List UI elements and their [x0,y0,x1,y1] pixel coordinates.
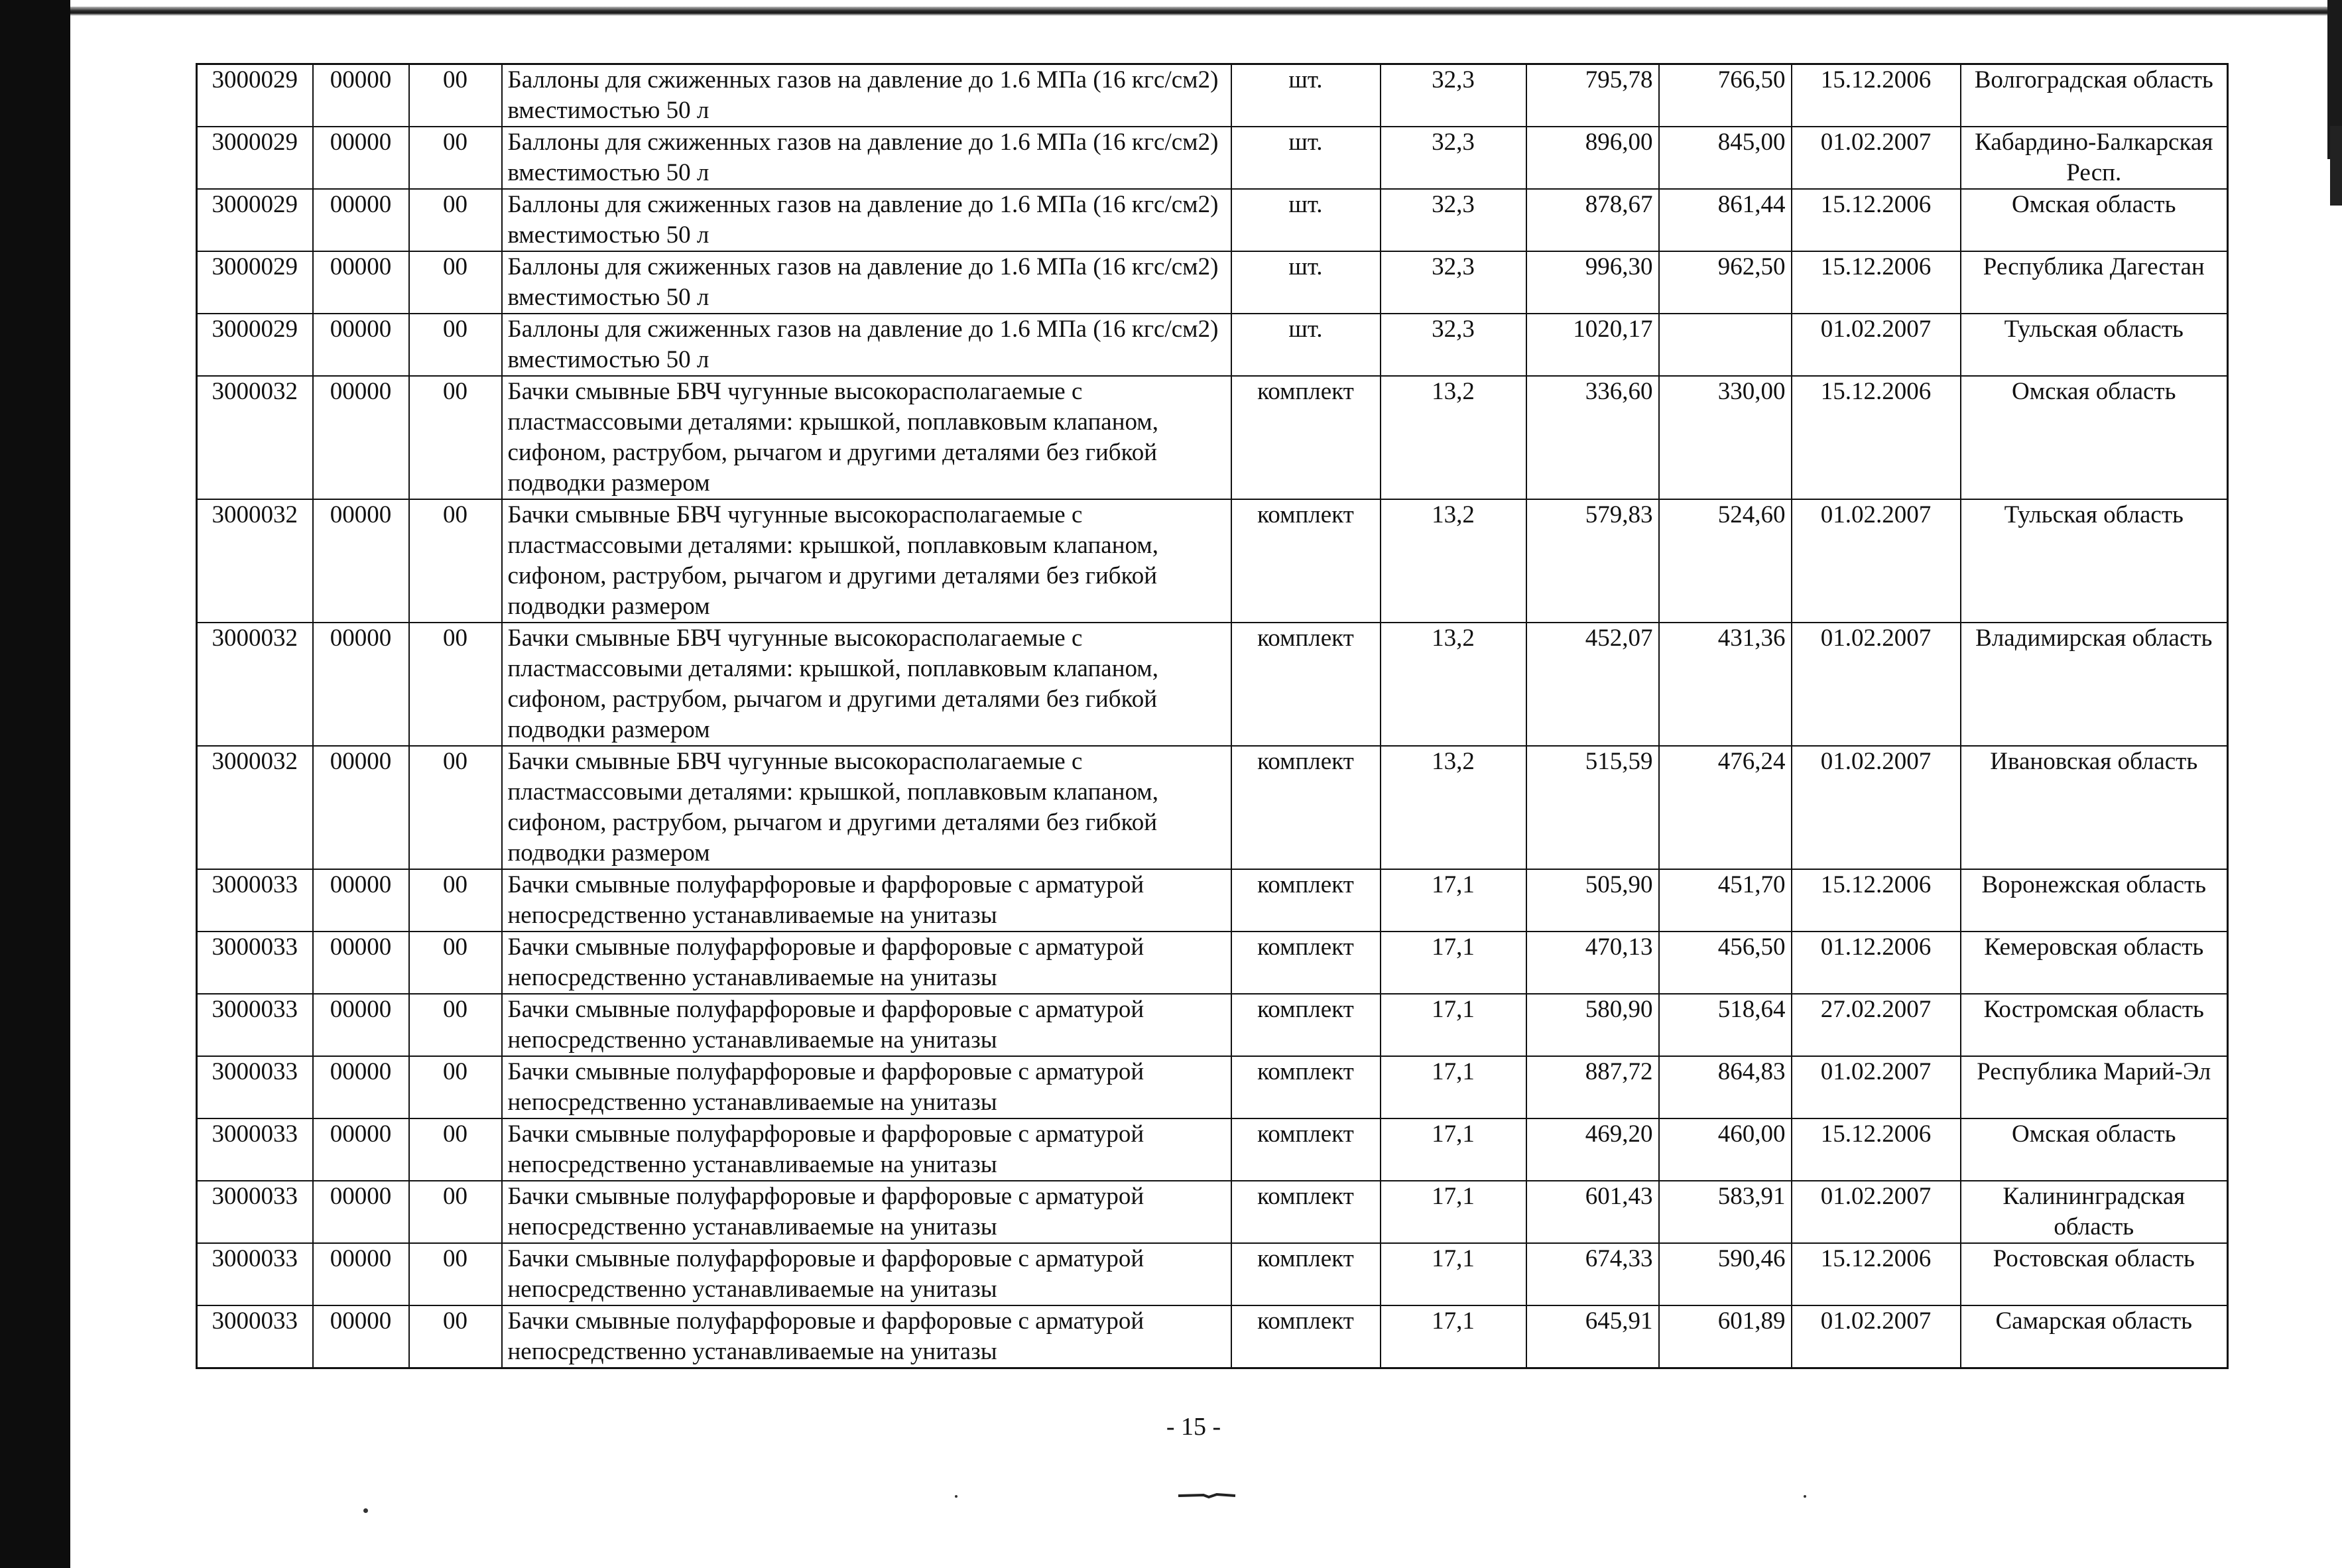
cell-price-with-vat: 336,60 [1526,376,1659,499]
cell-price-without-vat [1659,314,1792,376]
cell-subcode: 00000 [313,251,409,314]
cell-code: 3000029 [197,189,313,251]
cell-code: 3000032 [197,623,313,746]
table-row [197,251,2228,314]
cell-date: 01.02.2007 [1792,1181,1961,1243]
cell-coefficient: 17,1 [1381,932,1526,994]
cell-extcode: 00 [409,1243,502,1305]
cell-region: Омская область [1961,376,2228,499]
cell-coefficient: 17,1 [1381,869,1526,932]
scan-speck [955,1495,957,1498]
cell-region: Калининградская область [1961,1181,2228,1243]
cell-subcode: 00000 [313,127,409,189]
cell-region: Омская область [1961,1118,2228,1181]
cell-price-with-vat: 674,33 [1526,1243,1659,1305]
cell-unit: комплект [1231,1181,1381,1243]
cell-unit: комплект [1231,499,1381,623]
cell-code: 3000033 [197,1118,313,1181]
page-number: - 15 - [1166,1413,1221,1441]
scan-edge-left [0,0,70,1568]
cell-unit: комплект [1231,376,1381,499]
cell-subcode: 00000 [313,1118,409,1181]
table-row [197,932,2228,994]
cell-price-with-vat: 1020,17 [1526,314,1659,376]
cell-price-without-vat: 524,60 [1659,499,1792,623]
cell-price-without-vat: 451,70 [1659,869,1792,932]
cell-code: 3000029 [197,127,313,189]
cell-name: Баллоны для сжиженных газов на давление до 1.6 МПа (16 кгс/см2) вместимостью 50 л [502,127,1231,189]
table-row [197,189,2228,251]
cell-name: Бачки смывные БВЧ чугунные высокорасполагаемые с пластмассовыми деталями: крышкой, поплавковым клапаном, сифоном, раструбом, рычагом и другими деталями без гибкой подводки размером [502,746,1231,869]
cell-subcode: 00000 [313,1305,409,1368]
cell-name: Бачки смывные полуфарфоровые и фарфоровые с арматурой непосредственно устанавливаемые на унитазы [502,869,1231,932]
cell-date: 01.02.2007 [1792,1305,1961,1368]
cell-extcode: 00 [409,189,502,251]
cell-coefficient: 17,1 [1381,994,1526,1056]
cell-code: 3000033 [197,994,313,1056]
cell-region: Кабардино-Балкарская Респ. [1961,127,2228,189]
cell-unit: шт. [1231,251,1381,314]
cell-subcode: 00000 [313,189,409,251]
cell-coefficient: 32,3 [1381,189,1526,251]
cell-price-without-vat: 766,50 [1659,64,1792,127]
cell-subcode: 00000 [313,869,409,932]
cell-name: Бачки смывные БВЧ чугунные высокорасполагаемые с пластмассовыми деталями: крышкой, поплавковым клапаном, сифоном, раструбом, рычагом и другими деталями без гибкой подводки размером [502,623,1231,746]
cell-date: 15.12.2006 [1792,1118,1961,1181]
cell-extcode: 00 [409,746,502,869]
cell-price-without-vat: 864,83 [1659,1056,1792,1118]
cell-name: Бачки смывные полуфарфоровые и фарфоровые с арматурой непосредственно устанавливаемые на унитазы [502,932,1231,994]
cell-unit: шт. [1231,127,1381,189]
cell-subcode: 00000 [313,376,409,499]
cell-region: Кемеровская область [1961,932,2228,994]
scan-speck [1804,1495,1806,1498]
cell-code: 3000029 [197,314,313,376]
cell-price-with-vat: 469,20 [1526,1118,1659,1181]
scan-speck [363,1508,368,1513]
scan-edge-top [70,7,2342,16]
cell-extcode: 00 [409,1305,502,1368]
cell-unit: комплект [1231,869,1381,932]
cell-subcode: 00000 [313,932,409,994]
cell-price-with-vat: 452,07 [1526,623,1659,746]
cell-extcode: 00 [409,869,502,932]
table-row [197,994,2228,1056]
cell-subcode: 00000 [313,499,409,623]
cell-name: Баллоны для сжиженных газов на давление до 1.6 МПа (16 кгс/см2) вместимостью 50 л [502,314,1231,376]
cell-coefficient: 32,3 [1381,251,1526,314]
cell-name: Бачки смывные полуфарфоровые и фарфоровые с арматурой непосредственно устанавливаемые на унитазы [502,1305,1231,1368]
cell-name: Баллоны для сжиженных газов на давление до 1.6 МПа (16 кгс/см2) вместимостью 50 л [502,251,1231,314]
cell-subcode: 00000 [313,994,409,1056]
price-table [196,63,2229,1369]
cell-region: Владимирская область [1961,623,2228,746]
cell-price-without-vat: 456,50 [1659,932,1792,994]
cell-region: Республика Марий-Эл [1961,1056,2228,1118]
cell-extcode: 00 [409,127,502,189]
cell-date: 15.12.2006 [1792,1243,1961,1305]
cell-price-with-vat: 601,43 [1526,1181,1659,1243]
cell-subcode: 00000 [313,314,409,376]
cell-subcode: 00000 [313,1056,409,1118]
cell-extcode: 00 [409,1056,502,1118]
cell-price-without-vat: 476,24 [1659,746,1792,869]
cell-price-with-vat: 579,83 [1526,499,1659,623]
cell-price-without-vat: 330,00 [1659,376,1792,499]
cell-price-with-vat: 580,90 [1526,994,1659,1056]
cell-extcode: 00 [409,1181,502,1243]
table-row [197,1056,2228,1118]
table-row [197,746,2228,869]
cell-name: Баллоны для сжиженных газов на давление до 1.6 МПа (16 кгс/см2) вместимостью 50 л [502,64,1231,127]
cell-code: 3000033 [197,932,313,994]
cell-coefficient: 32,3 [1381,127,1526,189]
cell-unit: комплект [1231,1056,1381,1118]
cell-date: 15.12.2006 [1792,376,1961,499]
cell-unit: комплект [1231,746,1381,869]
cell-unit: шт. [1231,189,1381,251]
cell-coefficient: 13,2 [1381,376,1526,499]
cell-region: Республика Дагестан [1961,251,2228,314]
scan-mark [1177,1492,1237,1500]
table-row [197,1305,2228,1368]
cell-coefficient: 32,3 [1381,64,1526,127]
cell-region: Тульская область [1961,499,2228,623]
cell-name: Бачки смывные полуфарфоровые и фарфоровые с арматурой непосредственно устанавливаемые на унитазы [502,1118,1231,1181]
table-row [197,1118,2228,1181]
cell-date: 01.02.2007 [1792,499,1961,623]
cell-coefficient: 13,2 [1381,623,1526,746]
cell-subcode: 00000 [313,1181,409,1243]
cell-price-with-vat: 996,30 [1526,251,1659,314]
cell-subcode: 00000 [313,623,409,746]
cell-coefficient: 17,1 [1381,1181,1526,1243]
cell-date: 27.02.2007 [1792,994,1961,1056]
cell-date: 01.02.2007 [1792,314,1961,376]
table-row [197,623,2228,746]
cell-date: 01.02.2007 [1792,623,1961,746]
cell-price-without-vat: 583,91 [1659,1181,1792,1243]
cell-extcode: 00 [409,251,502,314]
cell-unit: комплект [1231,932,1381,994]
cell-unit: комплект [1231,994,1381,1056]
table-row [197,376,2228,499]
cell-code: 3000033 [197,1243,313,1305]
cell-code: 3000033 [197,869,313,932]
cell-name: Баллоны для сжиженных газов на давление до 1.6 МПа (16 кгс/см2) вместимостью 50 л [502,189,1231,251]
cell-region: Воронежская область [1961,869,2228,932]
cell-region: Тульская область [1961,314,2228,376]
cell-subcode: 00000 [313,1243,409,1305]
cell-date: 15.12.2006 [1792,869,1961,932]
cell-coefficient: 17,1 [1381,1243,1526,1305]
cell-price-without-vat: 601,89 [1659,1305,1792,1368]
cell-price-without-vat: 431,36 [1659,623,1792,746]
cell-name: Бачки смывные БВЧ чугунные высокорасполагаемые с пластмассовыми деталями: крышкой, поплавковым клапаном, сифоном, раструбом, рычагом и другими деталями без гибкой подводки размером [502,499,1231,623]
table-row [197,314,2228,376]
cell-unit: шт. [1231,314,1381,376]
table-row [197,1243,2228,1305]
cell-name: Бачки смывные полуфарфоровые и фарфоровые с арматурой непосредственно устанавливаемые на унитазы [502,1181,1231,1243]
cell-name: Бачки смывные БВЧ чугунные высокорасполагаемые с пластмассовыми деталями: крышкой, поплавковым клапаном, сифоном, раструбом, рычагом и другими деталями без гибкой подводки размером [502,376,1231,499]
cell-unit: комплект [1231,1243,1381,1305]
cell-name: Бачки смывные полуфарфоровые и фарфоровые с арматурой непосредственно устанавливаемые на унитазы [502,994,1231,1056]
cell-region: Самарская область [1961,1305,2228,1368]
cell-extcode: 00 [409,623,502,746]
cell-price-with-vat: 896,00 [1526,127,1659,189]
cell-region: Ивановская область [1961,746,2228,869]
cell-code: 3000032 [197,376,313,499]
cell-price-without-vat: 962,50 [1659,251,1792,314]
cell-region: Омская область [1961,189,2228,251]
cell-code: 3000029 [197,64,313,127]
cell-extcode: 00 [409,932,502,994]
cell-code: 3000033 [197,1305,313,1368]
cell-unit: комплект [1231,1118,1381,1181]
cell-date: 01.02.2007 [1792,127,1961,189]
cell-date: 01.02.2007 [1792,746,1961,869]
cell-unit: комплект [1231,623,1381,746]
cell-date: 15.12.2006 [1792,189,1961,251]
cell-coefficient: 13,2 [1381,499,1526,623]
table-row [197,1181,2228,1243]
table-row [197,64,2228,127]
cell-code: 3000029 [197,251,313,314]
cell-extcode: 00 [409,376,502,499]
cell-price-with-vat: 515,59 [1526,746,1659,869]
cell-date: 15.12.2006 [1792,64,1961,127]
cell-price-with-vat: 878,67 [1526,189,1659,251]
cell-coefficient: 17,1 [1381,1305,1526,1368]
cell-price-without-vat: 861,44 [1659,189,1792,251]
cell-unit: шт. [1231,64,1381,127]
table-body [197,64,2228,1368]
cell-extcode: 00 [409,499,502,623]
cell-extcode: 00 [409,314,502,376]
cell-coefficient: 32,3 [1381,314,1526,376]
cell-code: 3000032 [197,499,313,623]
cell-price-with-vat: 505,90 [1526,869,1659,932]
cell-price-with-vat: 470,13 [1526,932,1659,994]
cell-price-without-vat: 460,00 [1659,1118,1792,1181]
cell-subcode: 00000 [313,64,409,127]
table-row [197,869,2228,932]
cell-extcode: 00 [409,994,502,1056]
cell-price-with-vat: 887,72 [1526,1056,1659,1118]
cell-name: Бачки смывные полуфарфоровые и фарфоровые с арматурой непосредственно устанавливаемые на унитазы [502,1056,1231,1118]
table-row [197,127,2228,189]
cell-coefficient: 17,1 [1381,1118,1526,1181]
cell-code: 3000033 [197,1181,313,1243]
cell-subcode: 00000 [313,746,409,869]
cell-code: 3000032 [197,746,313,869]
cell-code: 3000033 [197,1056,313,1118]
cell-price-without-vat: 845,00 [1659,127,1792,189]
cell-region: Ростовская область [1961,1243,2228,1305]
cell-coefficient: 17,1 [1381,1056,1526,1118]
table-row [197,499,2228,623]
cell-date: 01.12.2006 [1792,932,1961,994]
cell-price-without-vat: 518,64 [1659,994,1792,1056]
scan-notch [2330,126,2342,206]
cell-extcode: 00 [409,1118,502,1181]
cell-price-with-vat: 645,91 [1526,1305,1659,1368]
cell-price-with-vat: 795,78 [1526,64,1659,127]
cell-price-without-vat: 590,46 [1659,1243,1792,1305]
cell-date: 15.12.2006 [1792,251,1961,314]
cell-region: Волгоградская область [1961,64,2228,127]
cell-extcode: 00 [409,64,502,127]
cell-coefficient: 13,2 [1381,746,1526,869]
cell-name: Бачки смывные полуфарфоровые и фарфоровые с арматурой непосредственно устанавливаемые на унитазы [502,1243,1231,1305]
cell-region: Костромская область [1961,994,2228,1056]
cell-unit: комплект [1231,1305,1381,1368]
cell-date: 01.02.2007 [1792,1056,1961,1118]
